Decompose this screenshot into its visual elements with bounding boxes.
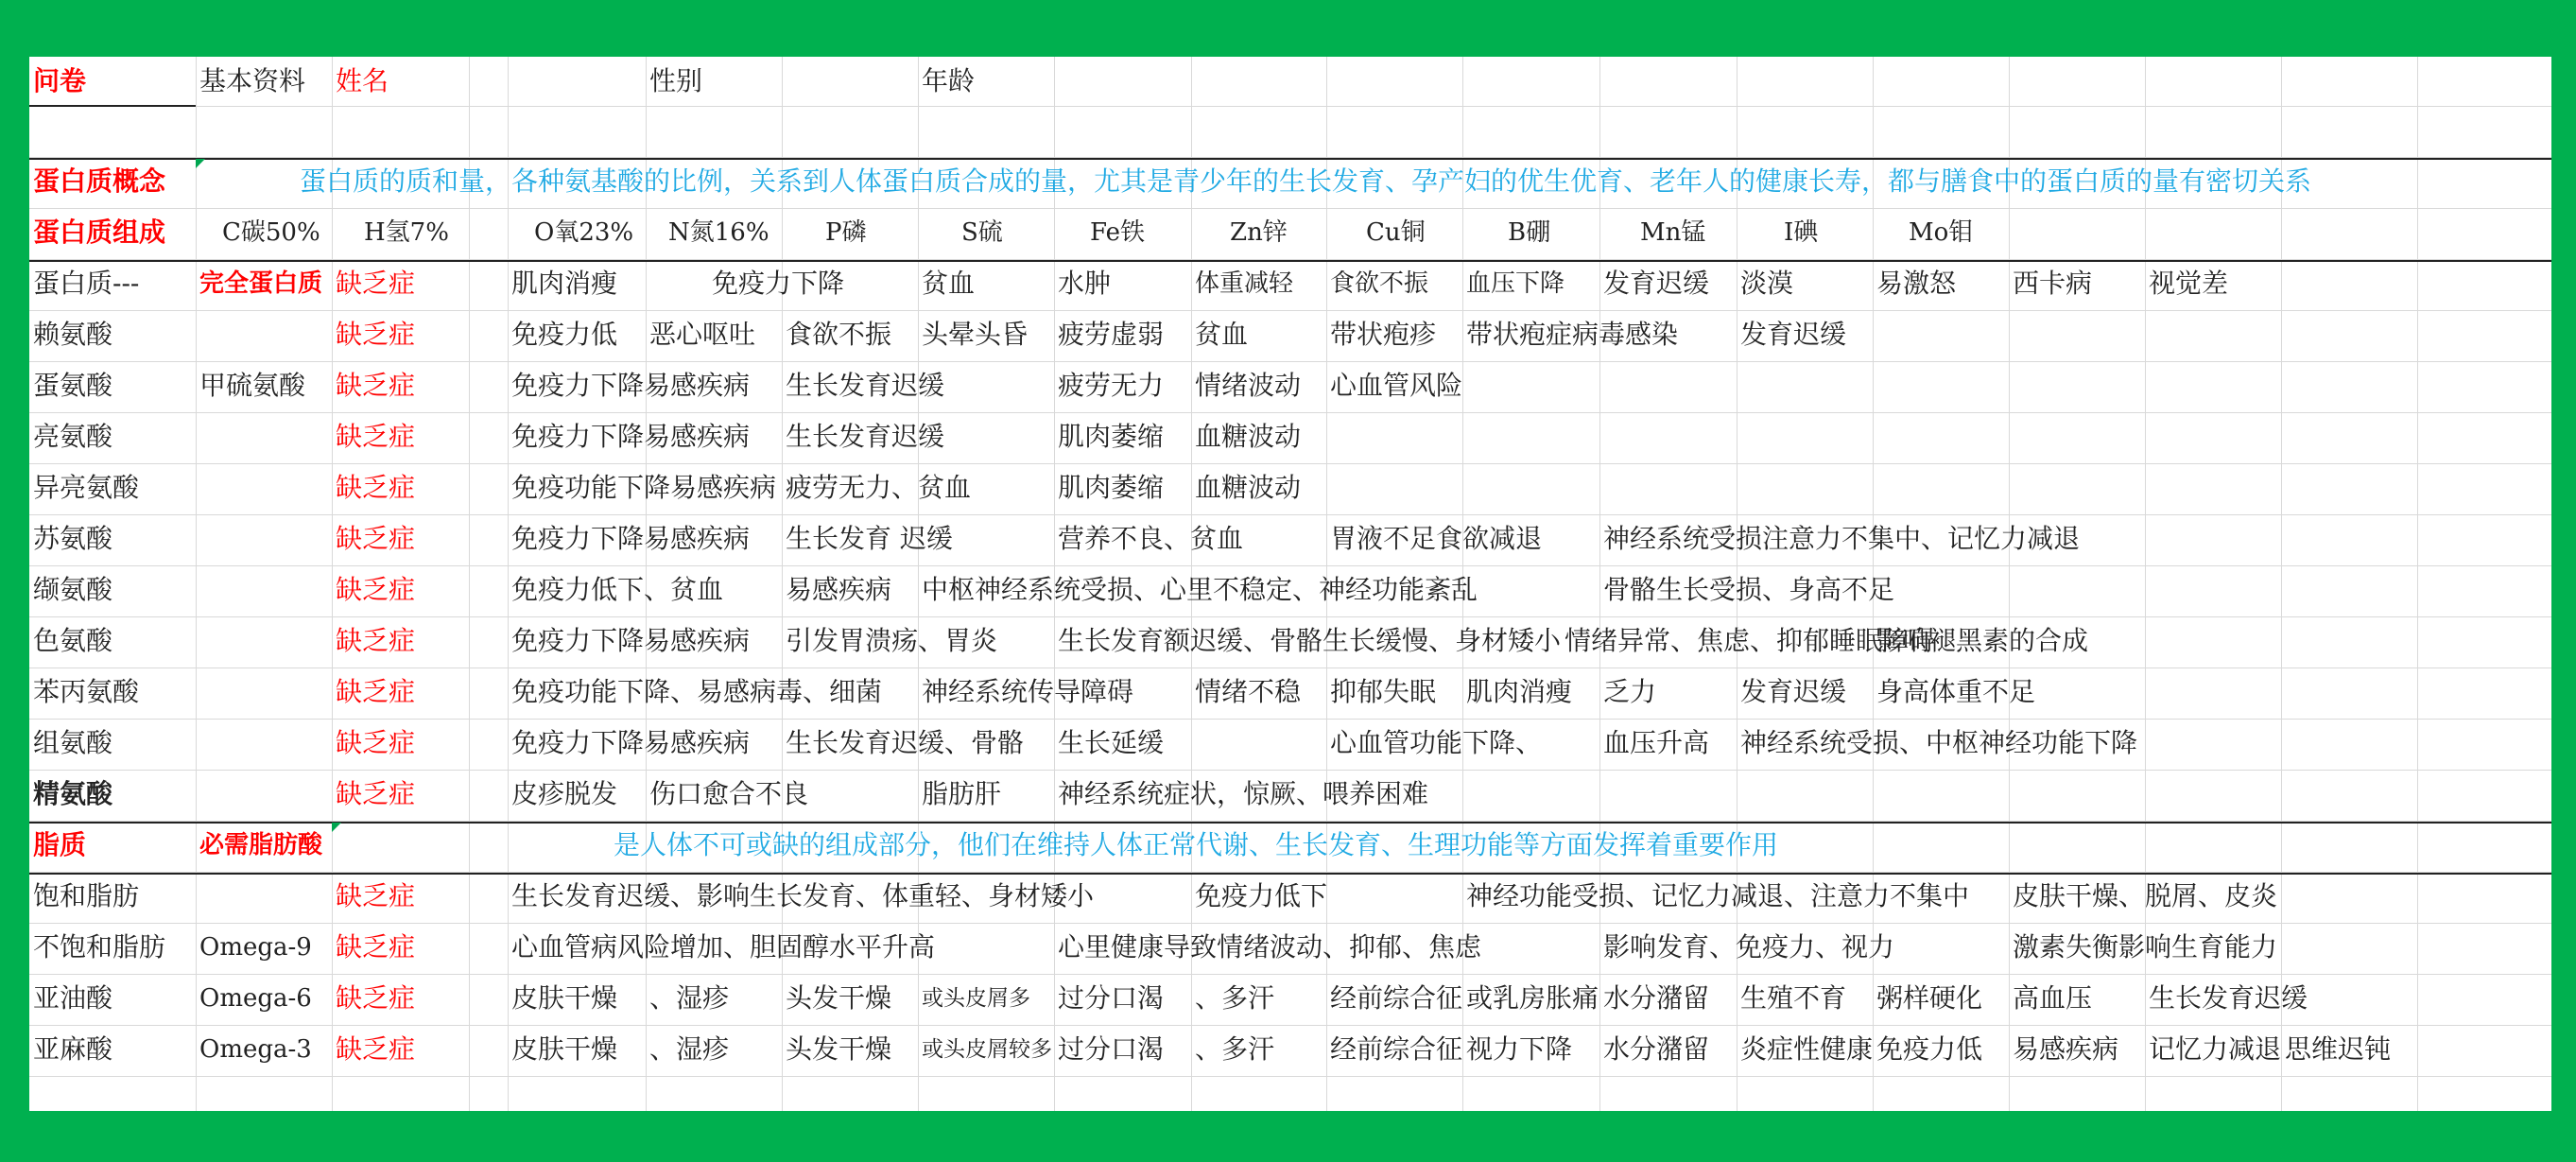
symptom: 情绪异常、焦虑、抑郁睡眠障碍: [1565, 625, 1936, 656]
symptom: 免疫力下降: [712, 268, 845, 299]
symptom: 肌肉消瘦: [511, 268, 618, 299]
deficiency-tag: 缺乏症: [336, 931, 416, 963]
symptom: 或乳房胀痛: [1466, 982, 1599, 1014]
protein-composition-label: 蛋白质组成: [33, 217, 166, 248]
element-o: O氧23%: [534, 218, 634, 247]
element-h: H氢7%: [364, 218, 449, 247]
symptom: 心血管风险: [1330, 370, 1463, 401]
fat-label: 脂质: [33, 829, 87, 860]
symptom: 心血管功能下降、: [1330, 727, 1543, 758]
symptom: 过分口渴: [1058, 1033, 1165, 1065]
symptom: 中枢神经系统受损、心里不稳定、神经功能紊乱: [922, 574, 1478, 605]
symptom: 头发干燥: [786, 982, 892, 1014]
symptom: 伤口愈合不良: [649, 778, 809, 809]
symptom: 血压升高: [1603, 727, 1710, 758]
amino-acid-name: 色氨酸: [33, 625, 113, 656]
deficiency-tag: 缺乏症: [336, 523, 416, 554]
amino-acid-alias: 甲硫氨酸: [199, 370, 306, 401]
symptom: 免疫功能下降易感疾病: [511, 472, 777, 503]
symptom: 或头皮屑较多: [922, 1037, 1052, 1062]
symptom: 生长发育迟缓、骨骼: [786, 727, 1025, 758]
symptom: 食欲不振: [786, 319, 892, 350]
symptom: 高血压: [2013, 982, 2093, 1014]
symptom: 激素失衡影响生育能力: [2013, 931, 2278, 963]
symptom: 免疫力下降易感疾病: [511, 370, 751, 401]
complete-protein-label: 完全蛋白质: [199, 269, 323, 298]
symptom: 恶心呕吐: [649, 319, 756, 350]
element-n: N氮16%: [668, 218, 769, 247]
fat-name: 亚油酸: [33, 982, 113, 1014]
age-label: 年龄: [922, 65, 976, 96]
symptom: 水分潴留: [1603, 982, 1710, 1014]
symptom: 免疫功能下降、易感病毒、细菌: [511, 676, 883, 707]
amino-acid-name: 赖氨酸: [33, 319, 113, 350]
symptom: 免疫力下降易感疾病: [511, 727, 751, 758]
element-i: I碘: [1784, 218, 1819, 247]
symptom: 血压下降: [1466, 269, 1565, 298]
symptom: 生长发育迟缓: [2149, 982, 2308, 1014]
symptom: 身高体重不足: [1876, 676, 2036, 707]
amino-acid-name: 蛋氨酸: [33, 370, 113, 401]
deficiency-tag: 缺乏症: [336, 421, 416, 452]
symptom: 水肿: [1058, 268, 1112, 299]
deficiency-tag: 缺乏症: [336, 625, 416, 656]
symptom: 免疫力低: [1876, 1033, 1983, 1065]
deficiency-tag: 缺乏症: [336, 1033, 416, 1065]
symptom: 血糖波动: [1195, 421, 1302, 452]
symptom: 神经系统受损、中枢神经功能下降: [1740, 727, 2138, 758]
symptom: 发育迟缓: [1740, 676, 1847, 707]
symptom: 头晕头昏: [922, 319, 1029, 350]
symptom: 神经系统受损注意力不集中、记忆力减退: [1603, 523, 2081, 554]
basic-info-label: 基本资料: [199, 65, 306, 96]
element-c: C碳50%: [222, 218, 320, 247]
symptom: 皮肤干燥: [511, 982, 618, 1014]
amino-acid-name: 苯丙氨酸: [33, 676, 140, 707]
symptom: 免疫力下降易感疾病: [511, 625, 751, 656]
deficiency-tag: 缺乏症: [336, 370, 416, 401]
symptom: 体重减轻: [1195, 269, 1294, 298]
gender-label: 性别: [649, 65, 703, 96]
deficiency-tag: 缺乏症: [336, 727, 416, 758]
deficiency-tag: 缺乏症: [336, 574, 416, 605]
element-zn: Zn锌: [1230, 218, 1288, 247]
amino-acid-name: 亮氨酸: [33, 421, 113, 452]
deficiency-tag: 缺乏症: [336, 268, 416, 299]
symptom: 、湿疹: [649, 1033, 730, 1065]
symptom: 神经系统传导障碍: [922, 676, 1134, 707]
symptom: 影响发育、免疫力、视力: [1603, 931, 1895, 963]
symptom: 生长发育额迟缓、骨骼生长缓慢、身材矮小: [1058, 625, 1562, 656]
element-fe: Fe铁: [1090, 218, 1146, 247]
symptom: 免疫力低下: [1195, 880, 1328, 911]
symptom: 贫血: [1195, 319, 1249, 350]
fat-type: Omega-9: [199, 933, 312, 962]
deficiency-tag: 缺乏症: [336, 319, 416, 350]
symptom: 肌肉萎缩: [1058, 472, 1165, 503]
symptom: 易感疾病: [786, 574, 892, 605]
symptom: 心里健康导致情绪波动、抑郁、焦虑: [1058, 931, 1482, 963]
element-s: S硫: [961, 218, 1003, 247]
symptom: 、湿疹: [649, 982, 730, 1014]
symptom: 易激怒: [1876, 268, 1957, 299]
amino-acid-name: 组氨酸: [33, 727, 113, 758]
element-cu: Cu铜: [1366, 218, 1426, 247]
symptom: 免疫力低下、贫血: [511, 574, 724, 605]
fat-name: 不饱和脂肪: [33, 931, 166, 963]
symptom: 视觉差: [2149, 268, 2229, 299]
symptom: 肌肉萎缩: [1058, 421, 1165, 452]
symptom: 生长发育迟缓: [786, 421, 945, 452]
fat-description: 是人体不可或缺的组成部分，他们在维持人体正常代谢、生长发育、生理功能等方面发挥着重要作用: [614, 829, 1779, 860]
symptom: 生长发育迟缓: [786, 370, 945, 401]
symptom: 神经系统症状，惊厥、喂养困难: [1058, 778, 1429, 809]
deficiency-tag: 缺乏症: [336, 472, 416, 503]
symptom: 脂肪肝: [922, 778, 1002, 809]
element-b: B硼: [1508, 218, 1551, 247]
symptom: 经前综合征: [1330, 982, 1463, 1014]
symptom: 视力下降: [1466, 1033, 1573, 1065]
symptom: 皮肤干燥: [511, 1033, 618, 1065]
symptom: 情绪波动: [1195, 370, 1302, 401]
name-label: 姓名: [336, 65, 389, 96]
symptom: 神经功能受损、记忆力减退、注意力不集中: [1466, 880, 1970, 911]
symptom: 记忆力减退: [2149, 1033, 2282, 1065]
symptom: 发育迟缓: [1603, 268, 1710, 299]
deficiency-tag: 缺乏症: [336, 982, 416, 1014]
symptom: 疲劳虚弱: [1058, 319, 1165, 350]
symptom: 抑郁失眠: [1330, 676, 1437, 707]
deficiency-tag: 缺乏症: [336, 880, 416, 911]
symptom: 免疫力下降易感疾病: [511, 421, 751, 452]
amino-acid-name: 缬氨酸: [33, 574, 113, 605]
amino-acid-name: 苏氨酸: [33, 523, 113, 554]
symptom: 免疫力下降易感疾病: [511, 523, 751, 554]
symptom: 骨骼生长受损、身高不足: [1603, 574, 1895, 605]
symptom: 易感疾病: [2013, 1033, 2119, 1065]
symptom: 思维迟钝: [2285, 1033, 2392, 1065]
symptom: 或头皮屑多: [922, 986, 1030, 1011]
symptom: 心血管病风险增加、胆固醇水平升高: [511, 931, 936, 963]
element-mo: Mo钼: [1909, 218, 1974, 247]
symptom: 疲劳无力、贫血: [786, 472, 972, 503]
essential-fatty-acid-label: 必需脂肪酸: [199, 831, 323, 859]
fat-name: 饱和脂肪: [33, 880, 140, 911]
fat-type: Omega-3: [199, 1035, 312, 1064]
symptom: 生长发育 迟缓: [786, 523, 953, 554]
amino-acid-name: 异亮氨酸: [33, 472, 140, 503]
protein-name: 蛋白质---: [33, 268, 140, 299]
symptom: 皮疹脱发: [511, 778, 618, 809]
symptom: 生殖不育: [1740, 982, 1847, 1014]
symptom: 贫血: [922, 268, 976, 299]
symptom: 炎症性健康: [1740, 1033, 1874, 1065]
symptom: 引发胃溃疡、胃炎: [786, 625, 998, 656]
symptom: 乏力: [1603, 676, 1657, 707]
symptom: 淡漠: [1740, 268, 1794, 299]
symptom: 西卡病: [2013, 268, 2093, 299]
symptom: 粥样硬化: [1876, 982, 1983, 1014]
symptom: 头发干燥: [786, 1033, 892, 1065]
symptom: 带状疱疹: [1330, 319, 1437, 350]
symptom: 疲劳无力: [1058, 370, 1165, 401]
symptom: 生长延缓: [1058, 727, 1165, 758]
symptom: 皮肤干燥、脱屑、皮炎: [2013, 880, 2278, 911]
symptom: 影响褪黑素的合成: [1876, 625, 2089, 656]
element-p: P磷: [825, 218, 867, 247]
fat-type: Omega-6: [199, 984, 312, 1013]
symptom: 肌肉消瘦: [1466, 676, 1573, 707]
symptom: 免疫力低: [511, 319, 618, 350]
protein-concept-label: 蛋白质概念: [33, 165, 166, 197]
symptom: 、多汗: [1195, 982, 1275, 1014]
questionnaire-label: 问卷: [33, 65, 87, 96]
deficiency-tag: 缺乏症: [336, 676, 416, 707]
spreadsheet: [29, 57, 2551, 1111]
protein-concept-text: 蛋白质的质和量，各种氨基酸的比例，关系到人体蛋白质合成的量，尤其是青少年的生长发育、孕产妇的优生优育、老年人的健康长寿，都与膳食中的蛋白质的量有密切关系: [300, 165, 2312, 197]
symptom: 过分口渴: [1058, 982, 1165, 1014]
element-mn: Mn锰: [1640, 218, 1706, 247]
symptom: 营养不良、贫血: [1058, 523, 1244, 554]
symptom: 情绪不稳: [1195, 676, 1302, 707]
symptom: 带状疱症病毒感染: [1466, 319, 1679, 350]
symptom: 水分潴留: [1603, 1033, 1710, 1065]
symptom: 生长发育迟缓、影响生长发育、体重轻、身材矮小: [511, 880, 1095, 911]
symptom: 、多汗: [1195, 1033, 1275, 1065]
symptom: 经前综合征: [1330, 1033, 1463, 1065]
symptom: 食欲不振: [1330, 269, 1429, 298]
deficiency-tag: 缺乏症: [336, 778, 416, 809]
symptom: 发育迟缓: [1740, 319, 1847, 350]
symptom: 血糖波动: [1195, 472, 1302, 503]
fat-name: 亚麻酸: [33, 1033, 113, 1065]
symptom: 胃液不足食欲减退: [1330, 523, 1543, 554]
amino-acid-name: 精氨酸: [33, 778, 113, 809]
